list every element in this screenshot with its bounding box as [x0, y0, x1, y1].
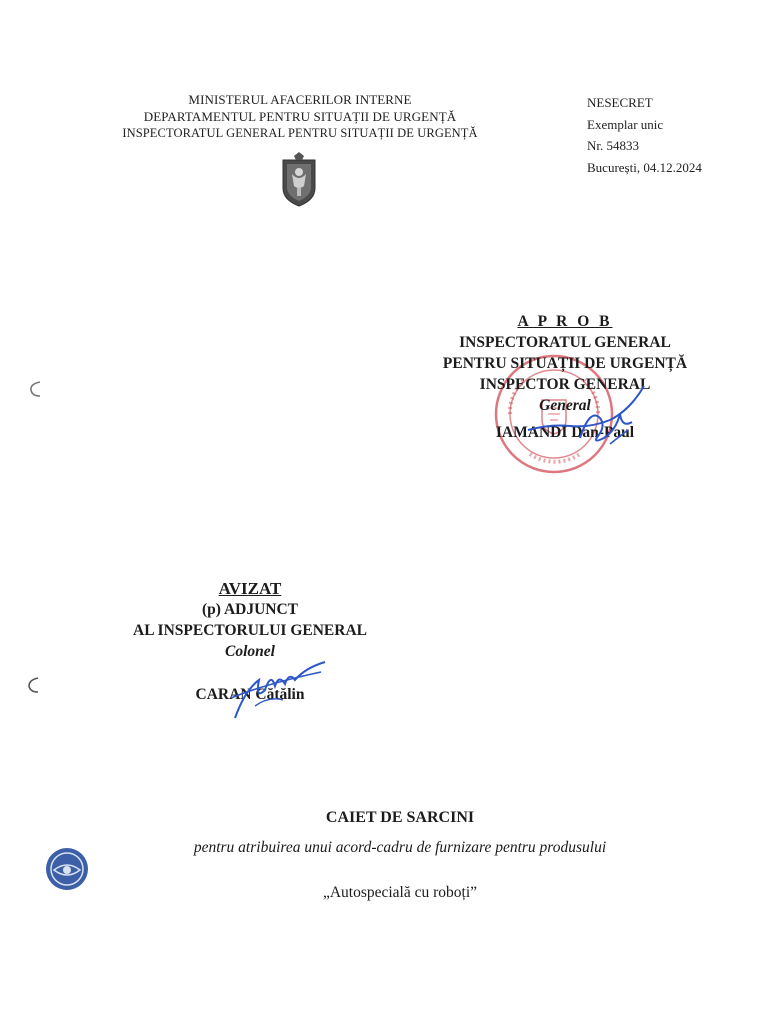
endorsement-line-1: (p) ADJUNCT [201, 601, 299, 618]
inspectorate-name: INSPECTORATUL GENERAL PENTRU SITUAȚII DE URGENȚĂ [122, 126, 478, 140]
document-title-block [100, 808, 700, 903]
ministry-header [70, 92, 530, 142]
endorsement-signature-icon [225, 650, 335, 728]
approval-line-3: INSPECTOR GENERAL [479, 376, 651, 393]
ministry-name: MINISTERUL AFACERILOR INTERNE [188, 92, 412, 107]
department-name: DEPARTAMENTUL PENTRU SITUAȚII DE URGENȚĂ [143, 108, 457, 124]
copy-note: Exemplar unic [587, 116, 664, 132]
classification-level: NESECRET [587, 95, 653, 110]
approval-rank: General [539, 397, 591, 414]
approval-title: A P R O B [517, 313, 613, 330]
classification-block [587, 92, 702, 178]
binder-hole-icon [28, 380, 44, 398]
approval-signatory-name: IAMANDI Dan-Paul [495, 424, 635, 441]
endorsement-line-2: AL INSPECTORULUI GENERAL [133, 622, 367, 639]
endorsement-rank: Colonel [225, 643, 275, 660]
coat-of-arms-icon [280, 152, 318, 208]
product-name: „Autospecială cu roboți” [322, 884, 478, 901]
registration-number: Nr. 54833 [587, 138, 639, 153]
endorsement-signatory-name: CARAN Cătălin [195, 686, 305, 703]
approval-line-1: INSPECTORATUL GENERAL [459, 334, 671, 351]
certification-seal-icon [44, 846, 90, 892]
approval-signature-icon [520, 378, 650, 458]
endorsement-title: AVIZAT [218, 579, 282, 598]
approval-line-2: PENTRU SITUAȚII DE URGENȚĂ [442, 355, 688, 372]
document-subtitle: pentru atribuirea unui acord-cadru de furnizare pentru produsului [193, 839, 607, 856]
place-and-date: București, 04.12.2024 [587, 159, 702, 175]
document-title: CAIET DE SARCINI [325, 809, 475, 826]
binder-hole-icon [26, 676, 42, 694]
